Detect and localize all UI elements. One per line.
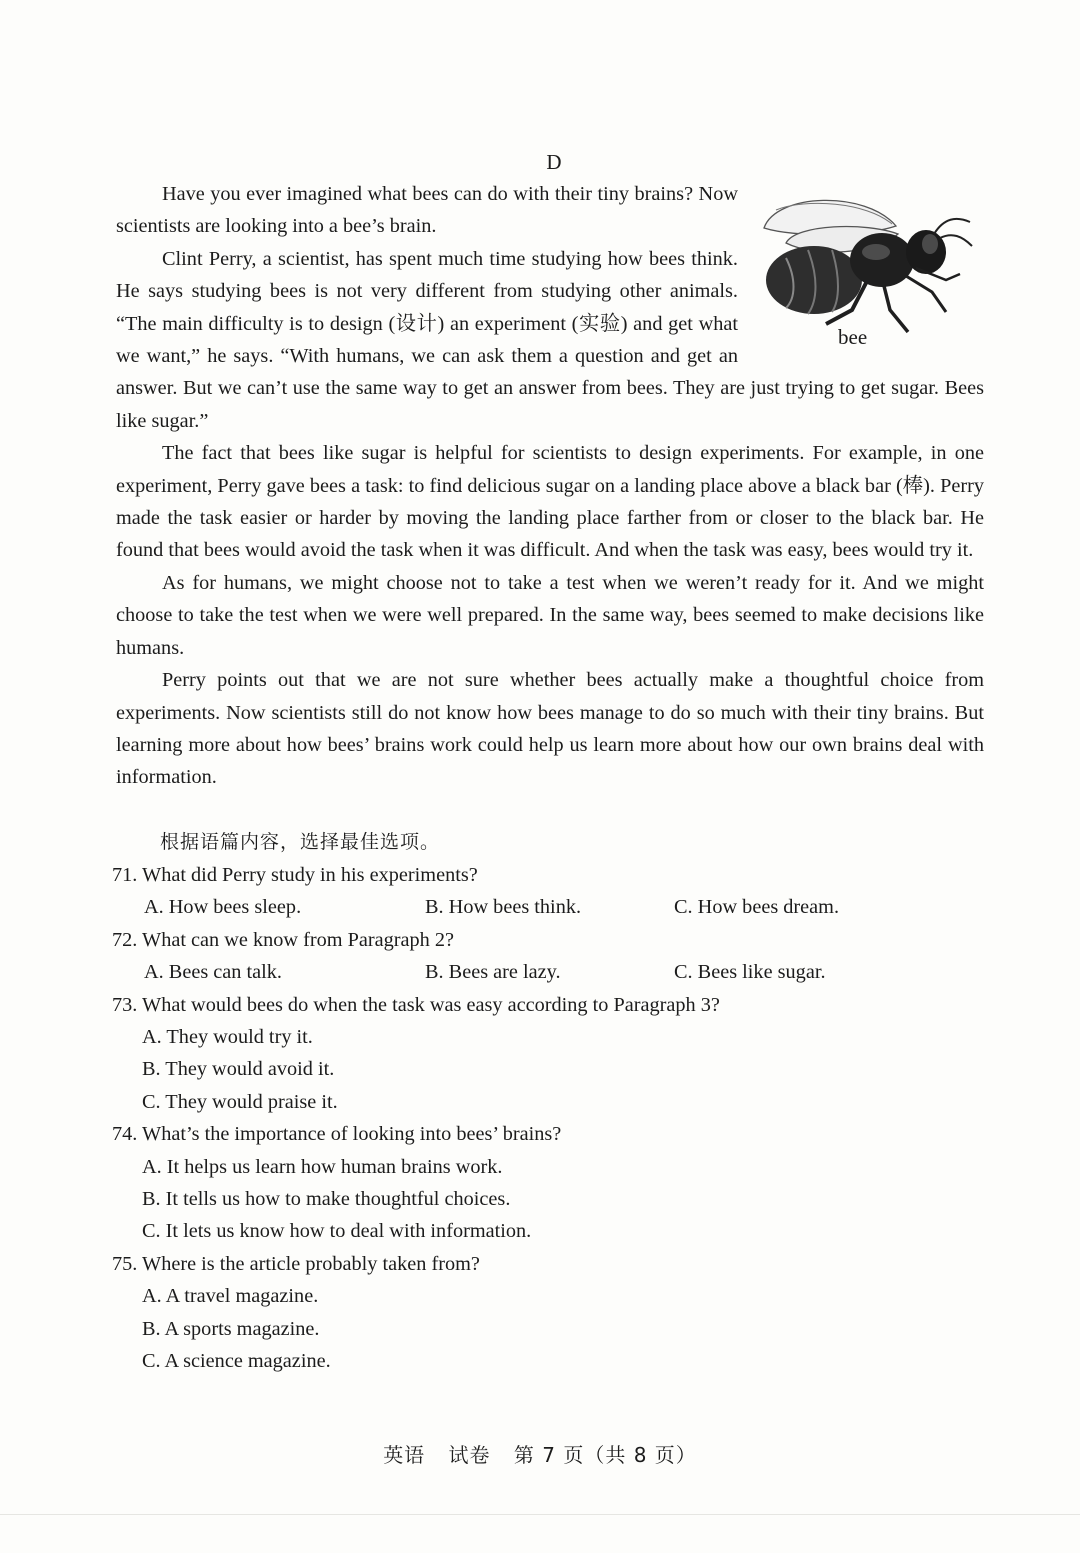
option-c[interactable]: C. A science magazine. — [142, 1350, 331, 1373]
option-c[interactable]: C. They would praise it. — [142, 1090, 338, 1113]
page-footer — [0, 1440, 1080, 1470]
passage-paragraph: Have you ever imagined what bees can do with their tiny brains? Now scientists are looking into a bee’s brain. — [116, 183, 738, 238]
bee-illustration — [752, 182, 984, 362]
option-c[interactable]: C. Bees like sugar. — [674, 961, 826, 984]
option-group — [112, 1151, 992, 1248]
option-group — [112, 956, 992, 988]
question-list — [112, 859, 992, 1378]
section-letter: D — [546, 150, 562, 174]
passage-paragraph: Perry points out that we are not sure whether bees actually make a thoughtful choice from experiments. Now scientists still do not know how bees manage to do so much with their tiny brains. But learning more about how bees’ brains work could help us learn more about how our own brains deal with information. — [116, 669, 984, 789]
option-b[interactable]: B. A sports magazine. — [142, 1317, 320, 1340]
footer-paper: 试卷 — [448, 1443, 491, 1467]
option-group — [112, 891, 992, 923]
option-group — [112, 1021, 992, 1118]
question-75 — [112, 1248, 992, 1378]
bee-icon — [756, 188, 976, 338]
question-74 — [112, 1118, 992, 1248]
instruction-text: 根据语篇内容，选择最佳选项。 — [160, 831, 441, 853]
footer-page-number: 第 7 页（共 8 页） — [513, 1443, 697, 1467]
option-a[interactable]: A. Bees can talk. — [144, 961, 282, 984]
option-a[interactable]: A. How bees sleep. — [144, 896, 302, 919]
option-group — [112, 1280, 992, 1377]
option-a[interactable]: A. A travel magazine. — [142, 1285, 319, 1308]
reading-passage — [116, 178, 984, 794]
option-b[interactable]: B. It tells us how to make thoughtful choices. — [142, 1188, 511, 1211]
question-stem: 75. Where is the article probably taken from? — [112, 1252, 480, 1275]
option-a[interactable]: A. They would try it. — [142, 1026, 313, 1049]
question-72 — [112, 924, 992, 989]
option-b[interactable]: B. Bees are lazy. — [425, 961, 561, 984]
question-73 — [112, 989, 992, 1119]
passage-paragraph: Clint Perry, a scientist, has spent much time studying how bees think. He says studying bees is not very different from studying other animals. “The main difficulty is to design (设计) an experiment (实验) and get what we want,” he says. “With humans, we can ask them a question and get an answer. But we can’t use the same way to get an answer from bees. They are just trying to get sugar. Bees like sugar.” — [116, 247, 984, 432]
footer-subject: 英语 — [383, 1443, 426, 1467]
option-c[interactable]: C. How bees dream. — [674, 896, 840, 919]
passage-paragraph: As for humans, we might choose not to take a test when we weren’t ready for it. And we might choose to take the test when we were well prepared. In the same way, bees seemed to make decisions like humans. — [116, 571, 984, 659]
divider — [0, 1514, 1080, 1515]
passage-paragraph: The fact that bees like sugar is helpful for scientists to design experiments. For example, in one experiment, Perry gave bees a task: to find delicious sugar on a landing place above a black bar (棒). Perry made the task easier or harder by moving the landing place farther from or closer to the black bar. He found that bees would avoid the task when it was difficult. And when the task was easy, bees would try it. — [116, 442, 984, 562]
option-b[interactable]: B. They would avoid it. — [142, 1058, 335, 1081]
question-stem: 72. What can we know from Paragraph 2? — [112, 928, 455, 951]
bee-caption: bee — [838, 325, 868, 349]
option-c[interactable]: C. It lets us know how to deal with information. — [142, 1220, 532, 1243]
question-stem: 74. What’s the importance of looking into bees’ brains? — [112, 1123, 562, 1146]
question-stem: 71. What did Perry study in his experiments? — [112, 864, 478, 886]
question-71 — [112, 859, 992, 924]
question-stem: 73. What would bees do when the task was easy according to Paragraph 3? — [112, 993, 720, 1016]
option-b[interactable]: B. How bees think. — [425, 896, 582, 919]
option-a[interactable]: A. It helps us learn how human brains work. — [142, 1155, 503, 1178]
